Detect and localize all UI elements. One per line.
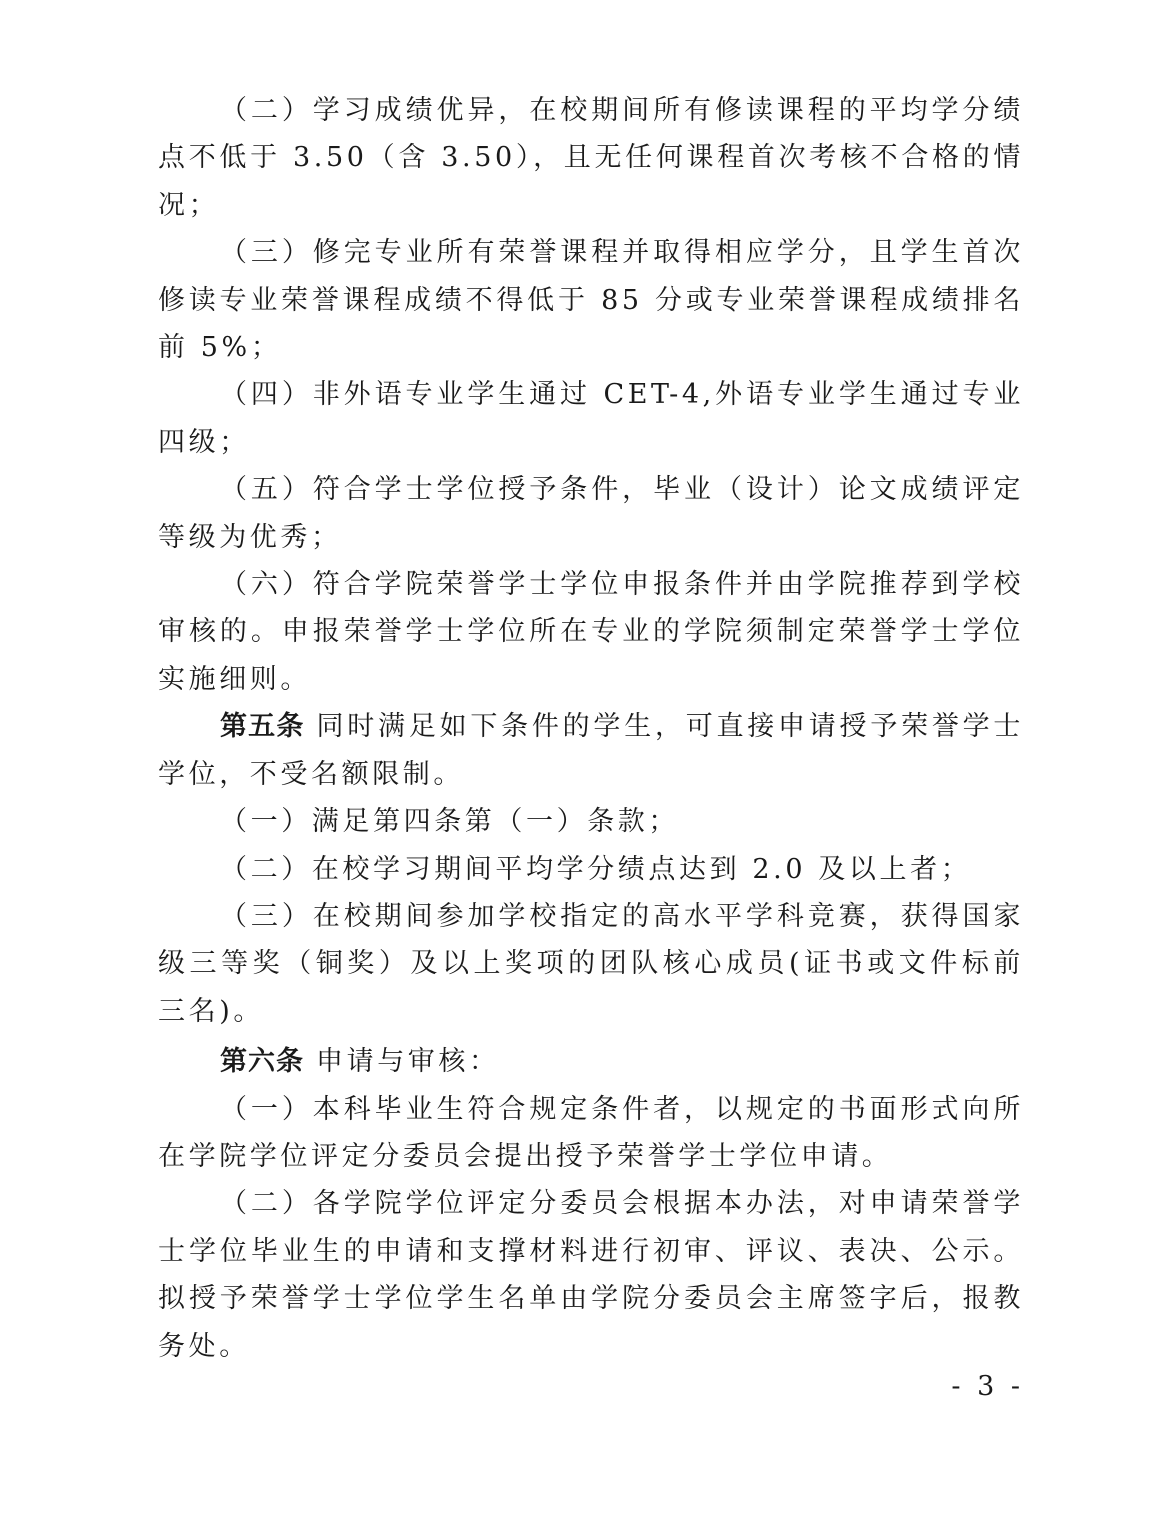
clause-text: （四）非外语专业学生通过 CET-4,外语专业学生通过专业四级； <box>158 379 1024 458</box>
clause-text: （二）学习成绩优异，在校期间所有修读课程的平均学分绩点不低于 3.50（含 3.50），且无任何课程首次考核不合格的情况； <box>158 95 1024 221</box>
article-5-clause-2 <box>158 846 1024 893</box>
clause-text: （二）各学院学位评定分委员会根据本办法，对申请荣誉学士学位毕业生的申请和支撑材料进行初审、评议、表决、公示。拟授予荣誉学士学位学生名单由学院分委员会主席签字后，报教务处。 <box>158 1188 1024 1362</box>
clause-text: （二）在校学习期间平均学分绩点达到 2.0 及以上者； <box>220 853 972 885</box>
article-title: 第六条 <box>220 1046 304 1078</box>
clause-3-honors-courses <box>158 229 1024 371</box>
clause-5-thesis <box>158 466 1024 561</box>
article-6 <box>158 1038 1024 1085</box>
page-number: - 3 - <box>951 1371 1024 1402</box>
clause-text: （六）符合学院荣誉学士学位申报条件并由学院推荐到学校审核的。申报荣誉学士学位所在专业的学院须制定荣誉学士学位实施细则。 <box>158 569 1024 695</box>
article-6-clause-2 <box>158 1180 1024 1370</box>
article-text: 同时满足如下条件的学生，可直接申请授予荣誉学士学位，不受名额限制。 <box>158 711 1024 790</box>
clause-4-language <box>158 371 1024 466</box>
article-5 <box>158 703 1024 798</box>
document-body <box>158 87 1024 1370</box>
article-title: 第五条 <box>220 711 305 743</box>
article-text: 申请与审核： <box>316 1046 500 1078</box>
article-5-clause-1 <box>158 798 1024 845</box>
clause-text: （一）满足第四条第（一）条款； <box>220 806 679 838</box>
clause-text: （一）本科毕业生符合规定条件者，以规定的书面形式向所在学院学位评定分委员会提出授予荣誉学士学位申请。 <box>158 1093 1024 1172</box>
clause-6-college <box>158 561 1024 703</box>
article-6-clause-1 <box>158 1086 1024 1181</box>
clause-text: （三）修完专业所有荣誉课程并取得相应学分，且学生首次修读专业荣誉课程成绩不得低于 85 分或专业荣誉课程成绩排名前 5%； <box>158 237 1024 364</box>
clause-text: （五）符合学士学位授予条件，毕业（设计）论文成绩评定等级为优秀； <box>158 474 1024 553</box>
article-5-clause-3 <box>158 893 1024 1035</box>
clause-text: （三）在校期间参加学校指定的高水平学科竞赛，获得国家级三等奖（铜奖）及以上奖项的团队核心成员(证书或文件标前三名)。 <box>158 900 1024 1027</box>
clause-2-gpa <box>158 87 1024 229</box>
